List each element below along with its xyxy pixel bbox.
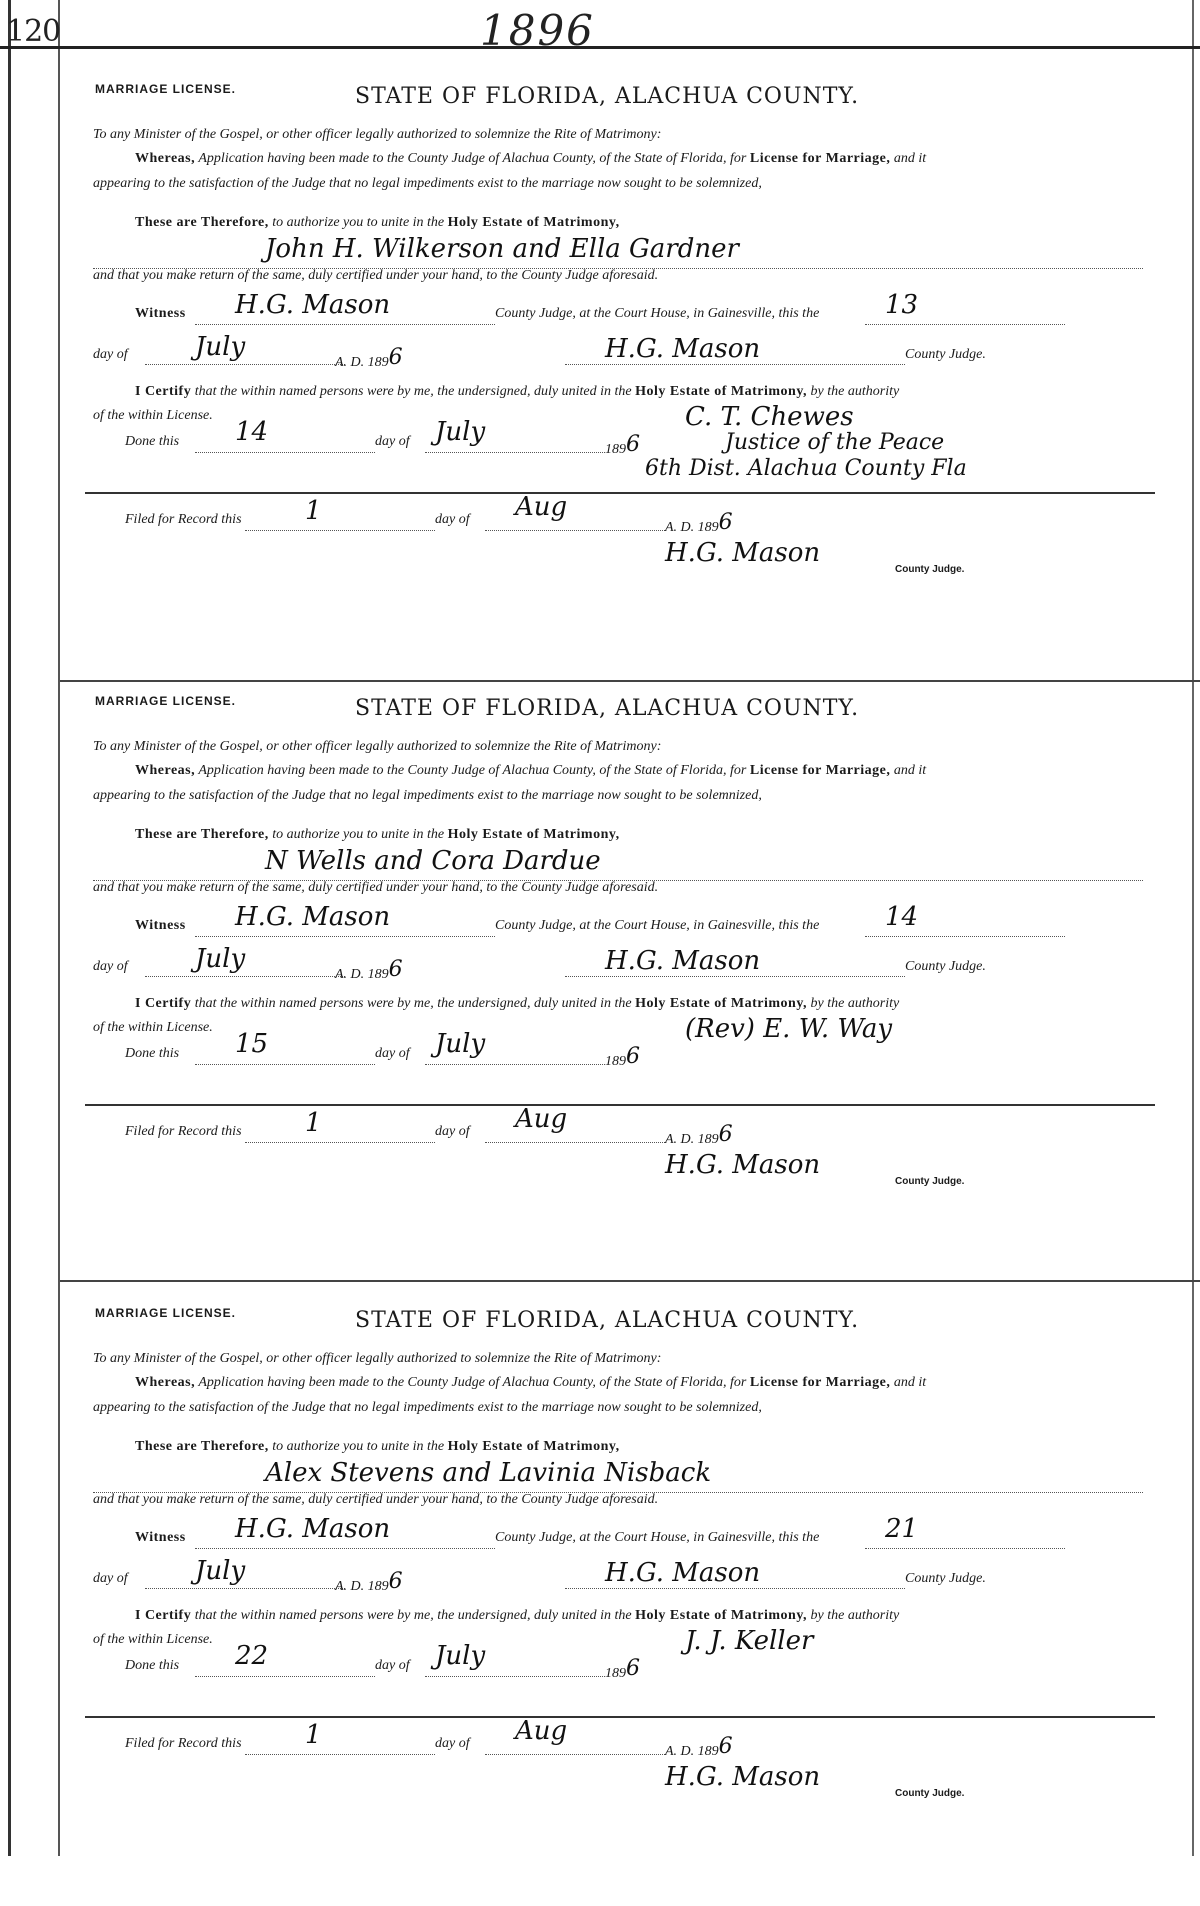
couple-names: Alex Stevens and Lavinia Nisback bbox=[265, 1458, 712, 1488]
issue-day: 21 bbox=[885, 1514, 919, 1544]
year-header: 1896 bbox=[480, 6, 595, 55]
done-day-of-label: day of bbox=[375, 434, 410, 449]
issue-month-rule bbox=[145, 364, 345, 365]
witness-judge-signature: H.G. Mason bbox=[235, 902, 391, 932]
filed-separator bbox=[85, 492, 1155, 494]
done-year: 1896 bbox=[605, 1656, 640, 1681]
done-this-label: Done this bbox=[125, 1658, 180, 1673]
officiant-signature: J. J. Keller bbox=[685, 1626, 814, 1656]
done-day-of-label: day of bbox=[375, 1658, 410, 1673]
filed-day-of-label: day of bbox=[435, 512, 470, 527]
witness-rule bbox=[195, 324, 495, 325]
filed-month-rule bbox=[485, 530, 665, 531]
filed-month-rule bbox=[485, 1142, 665, 1143]
filed-day: 1 bbox=[305, 496, 322, 526]
certify-line: I Certify that the within named persons were by me, the undersigned, duly united in the Holy Estate of Matrimony, by the authority bbox=[135, 996, 900, 1011]
certify-line: I Certify that the within named persons were by me, the undersigned, duly united in the Holy Estate of Matrimony, by the authority bbox=[135, 384, 900, 399]
filed-judge-signature: H.G. Mason bbox=[665, 1150, 821, 1180]
done-month-rule bbox=[425, 1064, 605, 1065]
filed-day-of-label: day of bbox=[435, 1124, 470, 1139]
filed-judge-signature: H.G. Mason bbox=[665, 1762, 821, 1792]
issue-month: July bbox=[195, 332, 246, 362]
certify-line-2: of the within License. bbox=[93, 1020, 213, 1035]
witness-rule bbox=[195, 1548, 495, 1549]
certify-line-2: of the within License. bbox=[93, 408, 213, 423]
judge-signature-rule bbox=[565, 364, 905, 365]
appearing-line: appearing to the satisfaction of the Judge that no legal impediments exist to the marriage now sought to be solemnized, bbox=[93, 788, 762, 803]
therefore-line: These are Therefore, to authorize you to unite in the Holy Estate of Matrimony, bbox=[135, 827, 620, 842]
page-number: 120 bbox=[6, 14, 61, 49]
done-month: July bbox=[435, 417, 486, 447]
return-line: and that you make return of the same, duly certified under your hand, to the County Judge aforesaid. bbox=[93, 268, 659, 283]
officiant-district: 6th Dist. Alachua County Fla bbox=[645, 456, 967, 481]
filed-month: Aug bbox=[515, 492, 568, 522]
marriage-license bbox=[85, 72, 1155, 682]
return-line: and that you make return of the same, duly certified under your hand, to the County Judge aforesaid. bbox=[93, 1492, 659, 1507]
filed-day-rule bbox=[245, 1754, 435, 1755]
witness-label: Witness bbox=[135, 1530, 186, 1545]
county-judge-label: County Judge. bbox=[905, 1571, 986, 1586]
filed-ad: A. D. 1896 bbox=[665, 1122, 733, 1147]
officiant-title: Justice of the Peace bbox=[725, 430, 945, 455]
therefore-line: These are Therefore, to authorize you to unite in the Holy Estate of Matrimony, bbox=[135, 1439, 620, 1454]
couple-names: John H. Wilkerson and Ella Gardner bbox=[265, 234, 739, 264]
left-margin-rule-inner bbox=[58, 0, 60, 1856]
filed-label: Filed for Record this bbox=[125, 1736, 242, 1751]
filed-month: Aug bbox=[515, 1716, 568, 1746]
officiant-signature: (Rev) E. W. Way bbox=[685, 1014, 893, 1044]
certify-line: I Certify that the within named persons were by me, the undersigned, duly united in the Holy Estate of Matrimony, by the authority bbox=[135, 1608, 900, 1623]
whereas-line: Whereas, Application having been made to the County Judge of Alachua County, of the State of Florida, for License for Marriage, and it bbox=[135, 151, 927, 166]
day-of-label: day of bbox=[93, 1571, 128, 1586]
issue-day-rule bbox=[865, 324, 1065, 325]
done-month-rule bbox=[425, 1676, 605, 1677]
county-judge-label: County Judge. bbox=[905, 959, 986, 974]
done-this-label: Done this bbox=[125, 1046, 180, 1061]
issue-month-rule bbox=[145, 976, 345, 977]
issue-day-rule bbox=[865, 936, 1065, 937]
done-month-rule bbox=[425, 452, 605, 453]
done-year: 1896 bbox=[605, 432, 640, 457]
judge-signature-rule bbox=[565, 976, 905, 977]
filed-separator bbox=[85, 1716, 1155, 1718]
ad-label: A. D. 1896 bbox=[335, 957, 403, 982]
license-divider bbox=[60, 680, 1200, 682]
marriage-license bbox=[85, 1296, 1155, 1906]
filed-day-rule bbox=[245, 530, 435, 531]
issue-day-rule bbox=[865, 1548, 1065, 1549]
filed-county-judge-label: County Judge. bbox=[895, 1788, 965, 1799]
filed-judge-signature: H.G. Mason bbox=[665, 538, 821, 568]
witness-rule bbox=[195, 936, 495, 937]
judge-signature: H.G. Mason bbox=[605, 334, 761, 364]
filed-county-judge-label: County Judge. bbox=[895, 1176, 965, 1187]
done-day-rule bbox=[195, 1064, 375, 1065]
couple-names: N Wells and Cora Dardue bbox=[265, 846, 601, 876]
witness-label: Witness bbox=[135, 306, 186, 321]
filed-label: Filed for Record this bbox=[125, 1124, 242, 1139]
done-this-label: Done this bbox=[125, 434, 180, 449]
filed-ad: A. D. 1896 bbox=[665, 1734, 733, 1759]
judge-signature-rule bbox=[565, 1588, 905, 1589]
done-year: 1896 bbox=[605, 1044, 640, 1069]
license-title: STATE OF FLORIDA, ALACHUA COUNTY. bbox=[355, 84, 860, 109]
witness-judge-signature: H.G. Mason bbox=[235, 290, 391, 320]
issue-month-rule bbox=[145, 1588, 345, 1589]
issue-day: 13 bbox=[885, 290, 919, 320]
day-of-label: day of bbox=[93, 347, 128, 362]
right-margin-rule bbox=[1192, 0, 1194, 1856]
filed-day-rule bbox=[245, 1142, 435, 1143]
filed-label: Filed for Record this bbox=[125, 512, 242, 527]
filed-ad: A. D. 1896 bbox=[665, 510, 733, 535]
therefore-line: These are Therefore, to authorize you to unite in the Holy Estate of Matrimony, bbox=[135, 215, 620, 230]
done-day-rule bbox=[195, 1676, 375, 1677]
address-line: To any Minister of the Gospel, or other officer legally authorized to solemnize the Rite of Matrimony: bbox=[93, 127, 662, 142]
witness-label: Witness bbox=[135, 918, 186, 933]
whereas-line: Whereas, Application having been made to the County Judge of Alachua County, of the State of Florida, for License for Marriage, and it bbox=[135, 763, 927, 778]
license-divider bbox=[60, 1280, 1200, 1282]
license-title: STATE OF FLORIDA, ALACHUA COUNTY. bbox=[355, 696, 860, 721]
license-label: MARRIAGE LICENSE. bbox=[95, 694, 237, 708]
witness-tail: County Judge, at the Court House, in Gainesville, this the bbox=[495, 1530, 820, 1545]
filed-month: Aug bbox=[515, 1104, 568, 1134]
address-line: To any Minister of the Gospel, or other officer legally authorized to solemnize the Rite of Matrimony: bbox=[93, 1351, 662, 1366]
certify-line-2: of the within License. bbox=[93, 1632, 213, 1647]
license-title: STATE OF FLORIDA, ALACHUA COUNTY. bbox=[355, 1308, 860, 1333]
day-of-label: day of bbox=[93, 959, 128, 974]
done-day: 22 bbox=[235, 1641, 269, 1671]
filed-month-rule bbox=[485, 1754, 665, 1755]
license-label: MARRIAGE LICENSE. bbox=[95, 82, 237, 96]
license-label: MARRIAGE LICENSE. bbox=[95, 1306, 237, 1320]
issue-day: 14 bbox=[885, 902, 919, 932]
filed-day: 1 bbox=[305, 1720, 322, 1750]
done-month: July bbox=[435, 1029, 486, 1059]
witness-tail: County Judge, at the Court House, in Gainesville, this the bbox=[495, 306, 820, 321]
done-day: 14 bbox=[235, 417, 269, 447]
done-day-rule bbox=[195, 452, 375, 453]
issue-month: July bbox=[195, 944, 246, 974]
address-line: To any Minister of the Gospel, or other officer legally authorized to solemnize the Rite of Matrimony: bbox=[93, 739, 662, 754]
ad-label: A. D. 1896 bbox=[335, 1569, 403, 1594]
issue-month: July bbox=[195, 1556, 246, 1586]
county-judge-label: County Judge. bbox=[905, 347, 986, 362]
left-margin-rule bbox=[8, 0, 11, 1856]
whereas-line: Whereas, Application having been made to the County Judge of Alachua County, of the State of Florida, for License for Marriage, and it bbox=[135, 1375, 927, 1390]
done-day-of-label: day of bbox=[375, 1046, 410, 1061]
filed-separator bbox=[85, 1104, 1155, 1106]
done-day: 15 bbox=[235, 1029, 269, 1059]
filed-day-of-label: day of bbox=[435, 1736, 470, 1751]
marriage-license bbox=[85, 684, 1155, 1294]
appearing-line: appearing to the satisfaction of the Judge that no legal impediments exist to the marriage now sought to be solemnized, bbox=[93, 1400, 762, 1415]
done-month: July bbox=[435, 1641, 486, 1671]
filed-day: 1 bbox=[305, 1108, 322, 1138]
judge-signature: H.G. Mason bbox=[605, 1558, 761, 1588]
witness-tail: County Judge, at the Court House, in Gainesville, this the bbox=[495, 918, 820, 933]
officiant-signature: C. T. Chewes bbox=[685, 402, 854, 432]
ad-label: A. D. 1896 bbox=[335, 345, 403, 370]
judge-signature: H.G. Mason bbox=[605, 946, 761, 976]
appearing-line: appearing to the satisfaction of the Judge that no legal impediments exist to the marriage now sought to be solemnized, bbox=[93, 176, 762, 191]
top-rule bbox=[0, 46, 1200, 49]
filed-county-judge-label: County Judge. bbox=[895, 564, 965, 575]
return-line: and that you make return of the same, duly certified under your hand, to the County Judge aforesaid. bbox=[93, 880, 659, 895]
witness-judge-signature: H.G. Mason bbox=[235, 1514, 391, 1544]
